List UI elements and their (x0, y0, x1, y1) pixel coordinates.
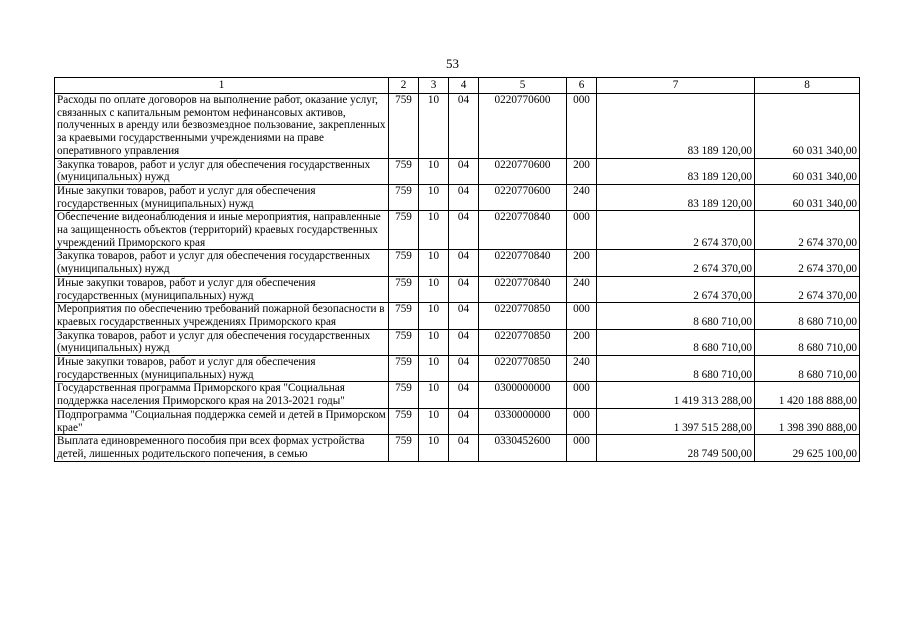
table-row (55, 329, 860, 355)
table-body (55, 78, 860, 462)
code-cell-2: 759 (389, 184, 419, 210)
row-name-cell: Обеспечение видеонаблюдения и иные мероприятия, направленные на защищенность объектов (территорий) краевых государственных учреждений Приморского края (55, 211, 389, 250)
code-cell-5: 0220770600 (479, 158, 567, 184)
code-cell-2: 759 (389, 303, 419, 329)
code-cell-6: 000 (567, 303, 597, 329)
table-row (55, 435, 860, 461)
code-cell-4: 04 (449, 158, 479, 184)
code-cell-5: 0330000000 (479, 408, 567, 434)
code-cell-2: 759 (389, 250, 419, 276)
code-cell-3: 10 (419, 303, 449, 329)
code-cell-5: 0220770840 (479, 250, 567, 276)
row-name-cell: Иные закупки товаров, работ и услуг для обеспечения государственных (муниципальных) нужд (55, 184, 389, 210)
code-cell-4: 04 (449, 408, 479, 434)
amount-cell-7: 83 189 120,00 (597, 158, 755, 184)
amount-cell-7: 8 680 710,00 (597, 329, 755, 355)
amount-cell-7: 2 674 370,00 (597, 250, 755, 276)
code-cell-6: 240 (567, 184, 597, 210)
code-cell-3: 10 (419, 184, 449, 210)
code-cell-6: 240 (567, 276, 597, 302)
amount-cell-8: 60 031 340,00 (755, 94, 860, 159)
code-cell-5: 0220770850 (479, 329, 567, 355)
amount-cell-8: 8 680 710,00 (755, 356, 860, 382)
code-cell-2: 759 (389, 329, 419, 355)
code-cell-6: 200 (567, 329, 597, 355)
column-header-1: 1 (55, 78, 389, 94)
code-cell-3: 10 (419, 408, 449, 434)
table-row (55, 356, 860, 382)
table-row (55, 250, 860, 276)
column-header-7: 7 (597, 78, 755, 94)
code-cell-4: 04 (449, 94, 479, 159)
column-header-2: 2 (389, 78, 419, 94)
row-name-cell: Мероприятия по обеспечению требований пожарной безопасности в краевых государственных учреждениях Приморского края (55, 303, 389, 329)
code-cell-3: 10 (419, 158, 449, 184)
code-cell-6: 000 (567, 211, 597, 250)
table-row (55, 408, 860, 434)
row-name-cell: Подпрограмма "Социальная поддержка семей и детей в Приморском крае" (55, 408, 389, 434)
code-cell-3: 10 (419, 211, 449, 250)
row-name-cell: Иные закупки товаров, работ и услуг для обеспечения государственных (муниципальных) нужд (55, 276, 389, 302)
row-name-cell: Иные закупки товаров, работ и услуг для обеспечения государственных (муниципальных) нужд (55, 356, 389, 382)
code-cell-5: 0220770850 (479, 303, 567, 329)
code-cell-5: 0220770840 (479, 276, 567, 302)
code-cell-4: 04 (449, 250, 479, 276)
code-cell-3: 10 (419, 356, 449, 382)
amount-cell-8: 1 420 188 888,00 (755, 382, 860, 408)
amount-cell-7: 2 674 370,00 (597, 276, 755, 302)
column-header-3: 3 (419, 78, 449, 94)
amount-cell-8: 8 680 710,00 (755, 303, 860, 329)
column-header-4: 4 (449, 78, 479, 94)
code-cell-4: 04 (449, 184, 479, 210)
code-cell-2: 759 (389, 276, 419, 302)
code-cell-5: 0220770600 (479, 94, 567, 159)
row-name-cell: Закупка товаров, работ и услуг для обеспечения государственных (муниципальных) нужд (55, 250, 389, 276)
code-cell-3: 10 (419, 94, 449, 159)
table-row (55, 211, 860, 250)
code-cell-3: 10 (419, 382, 449, 408)
code-cell-4: 04 (449, 435, 479, 461)
table-row (55, 382, 860, 408)
code-cell-5: 0300000000 (479, 382, 567, 408)
code-cell-5: 0220770600 (479, 184, 567, 210)
row-name-cell: Выплата единовременного пособия при всех формах устройства детей, лишенных родительского попечения, в семью (55, 435, 389, 461)
code-cell-2: 759 (389, 211, 419, 250)
amount-cell-8: 1 398 390 888,00 (755, 408, 860, 434)
code-cell-6: 240 (567, 356, 597, 382)
table-row (55, 158, 860, 184)
code-cell-4: 04 (449, 329, 479, 355)
amount-cell-7: 8 680 710,00 (597, 303, 755, 329)
amount-cell-8: 2 674 370,00 (755, 250, 860, 276)
code-cell-5: 0220770850 (479, 356, 567, 382)
column-header-8: 8 (755, 78, 860, 94)
code-cell-6: 000 (567, 408, 597, 434)
row-name-cell: Государственная программа Приморского края "Социальная поддержка населения Приморского края на 2013-2021 годы" (55, 382, 389, 408)
table-row (55, 303, 860, 329)
code-cell-2: 759 (389, 408, 419, 434)
budget-table (54, 77, 860, 462)
code-cell-3: 10 (419, 435, 449, 461)
amount-cell-7: 1 397 515 288,00 (597, 408, 755, 434)
code-cell-6: 200 (567, 250, 597, 276)
amount-cell-8: 2 674 370,00 (755, 276, 860, 302)
amount-cell-7: 28 749 500,00 (597, 435, 755, 461)
code-cell-3: 10 (419, 250, 449, 276)
code-cell-4: 04 (449, 303, 479, 329)
code-cell-2: 759 (389, 382, 419, 408)
code-cell-6: 200 (567, 158, 597, 184)
amount-cell-8: 60 031 340,00 (755, 184, 860, 210)
amount-cell-8: 2 674 370,00 (755, 211, 860, 250)
amount-cell-8: 8 680 710,00 (755, 329, 860, 355)
column-header-6: 6 (567, 78, 597, 94)
code-cell-6: 000 (567, 435, 597, 461)
code-cell-4: 04 (449, 276, 479, 302)
amount-cell-8: 60 031 340,00 (755, 158, 860, 184)
code-cell-2: 759 (389, 435, 419, 461)
row-name-cell: Закупка товаров, работ и услуг для обеспечения государственных (муниципальных) нужд (55, 329, 389, 355)
amount-cell-8: 29 625 100,00 (755, 435, 860, 461)
page-number: 53 (446, 56, 459, 71)
code-cell-5: 0330452600 (479, 435, 567, 461)
amount-cell-7: 2 674 370,00 (597, 211, 755, 250)
code-cell-6: 000 (567, 94, 597, 159)
amount-cell-7: 83 189 120,00 (597, 184, 755, 210)
code-cell-2: 759 (389, 356, 419, 382)
code-cell-2: 759 (389, 158, 419, 184)
amount-cell-7: 8 680 710,00 (597, 356, 755, 382)
code-cell-3: 10 (419, 329, 449, 355)
code-cell-4: 04 (449, 211, 479, 250)
code-cell-3: 10 (419, 276, 449, 302)
table-row (55, 184, 860, 210)
code-cell-4: 04 (449, 356, 479, 382)
table-row (55, 276, 860, 302)
table-row (55, 94, 860, 159)
header-row (55, 78, 860, 94)
column-header-5: 5 (479, 78, 567, 94)
code-cell-5: 0220770840 (479, 211, 567, 250)
row-name-cell: Закупка товаров, работ и услуг для обеспечения государственных (муниципальных) нужд (55, 158, 389, 184)
code-cell-2: 759 (389, 94, 419, 159)
amount-cell-7: 1 419 313 288,00 (597, 382, 755, 408)
row-name-cell: Расходы по оплате договоров на выполнение работ, оказание услуг, связанных с капитальным ремонтом нефинансовых активов, полученных в аренду или безвозмездное пользование, закрепленных за краевыми государственными учреждениями на праве оперативного управления (55, 94, 389, 159)
code-cell-6: 000 (567, 382, 597, 408)
code-cell-4: 04 (449, 382, 479, 408)
amount-cell-7: 83 189 120,00 (597, 94, 755, 159)
